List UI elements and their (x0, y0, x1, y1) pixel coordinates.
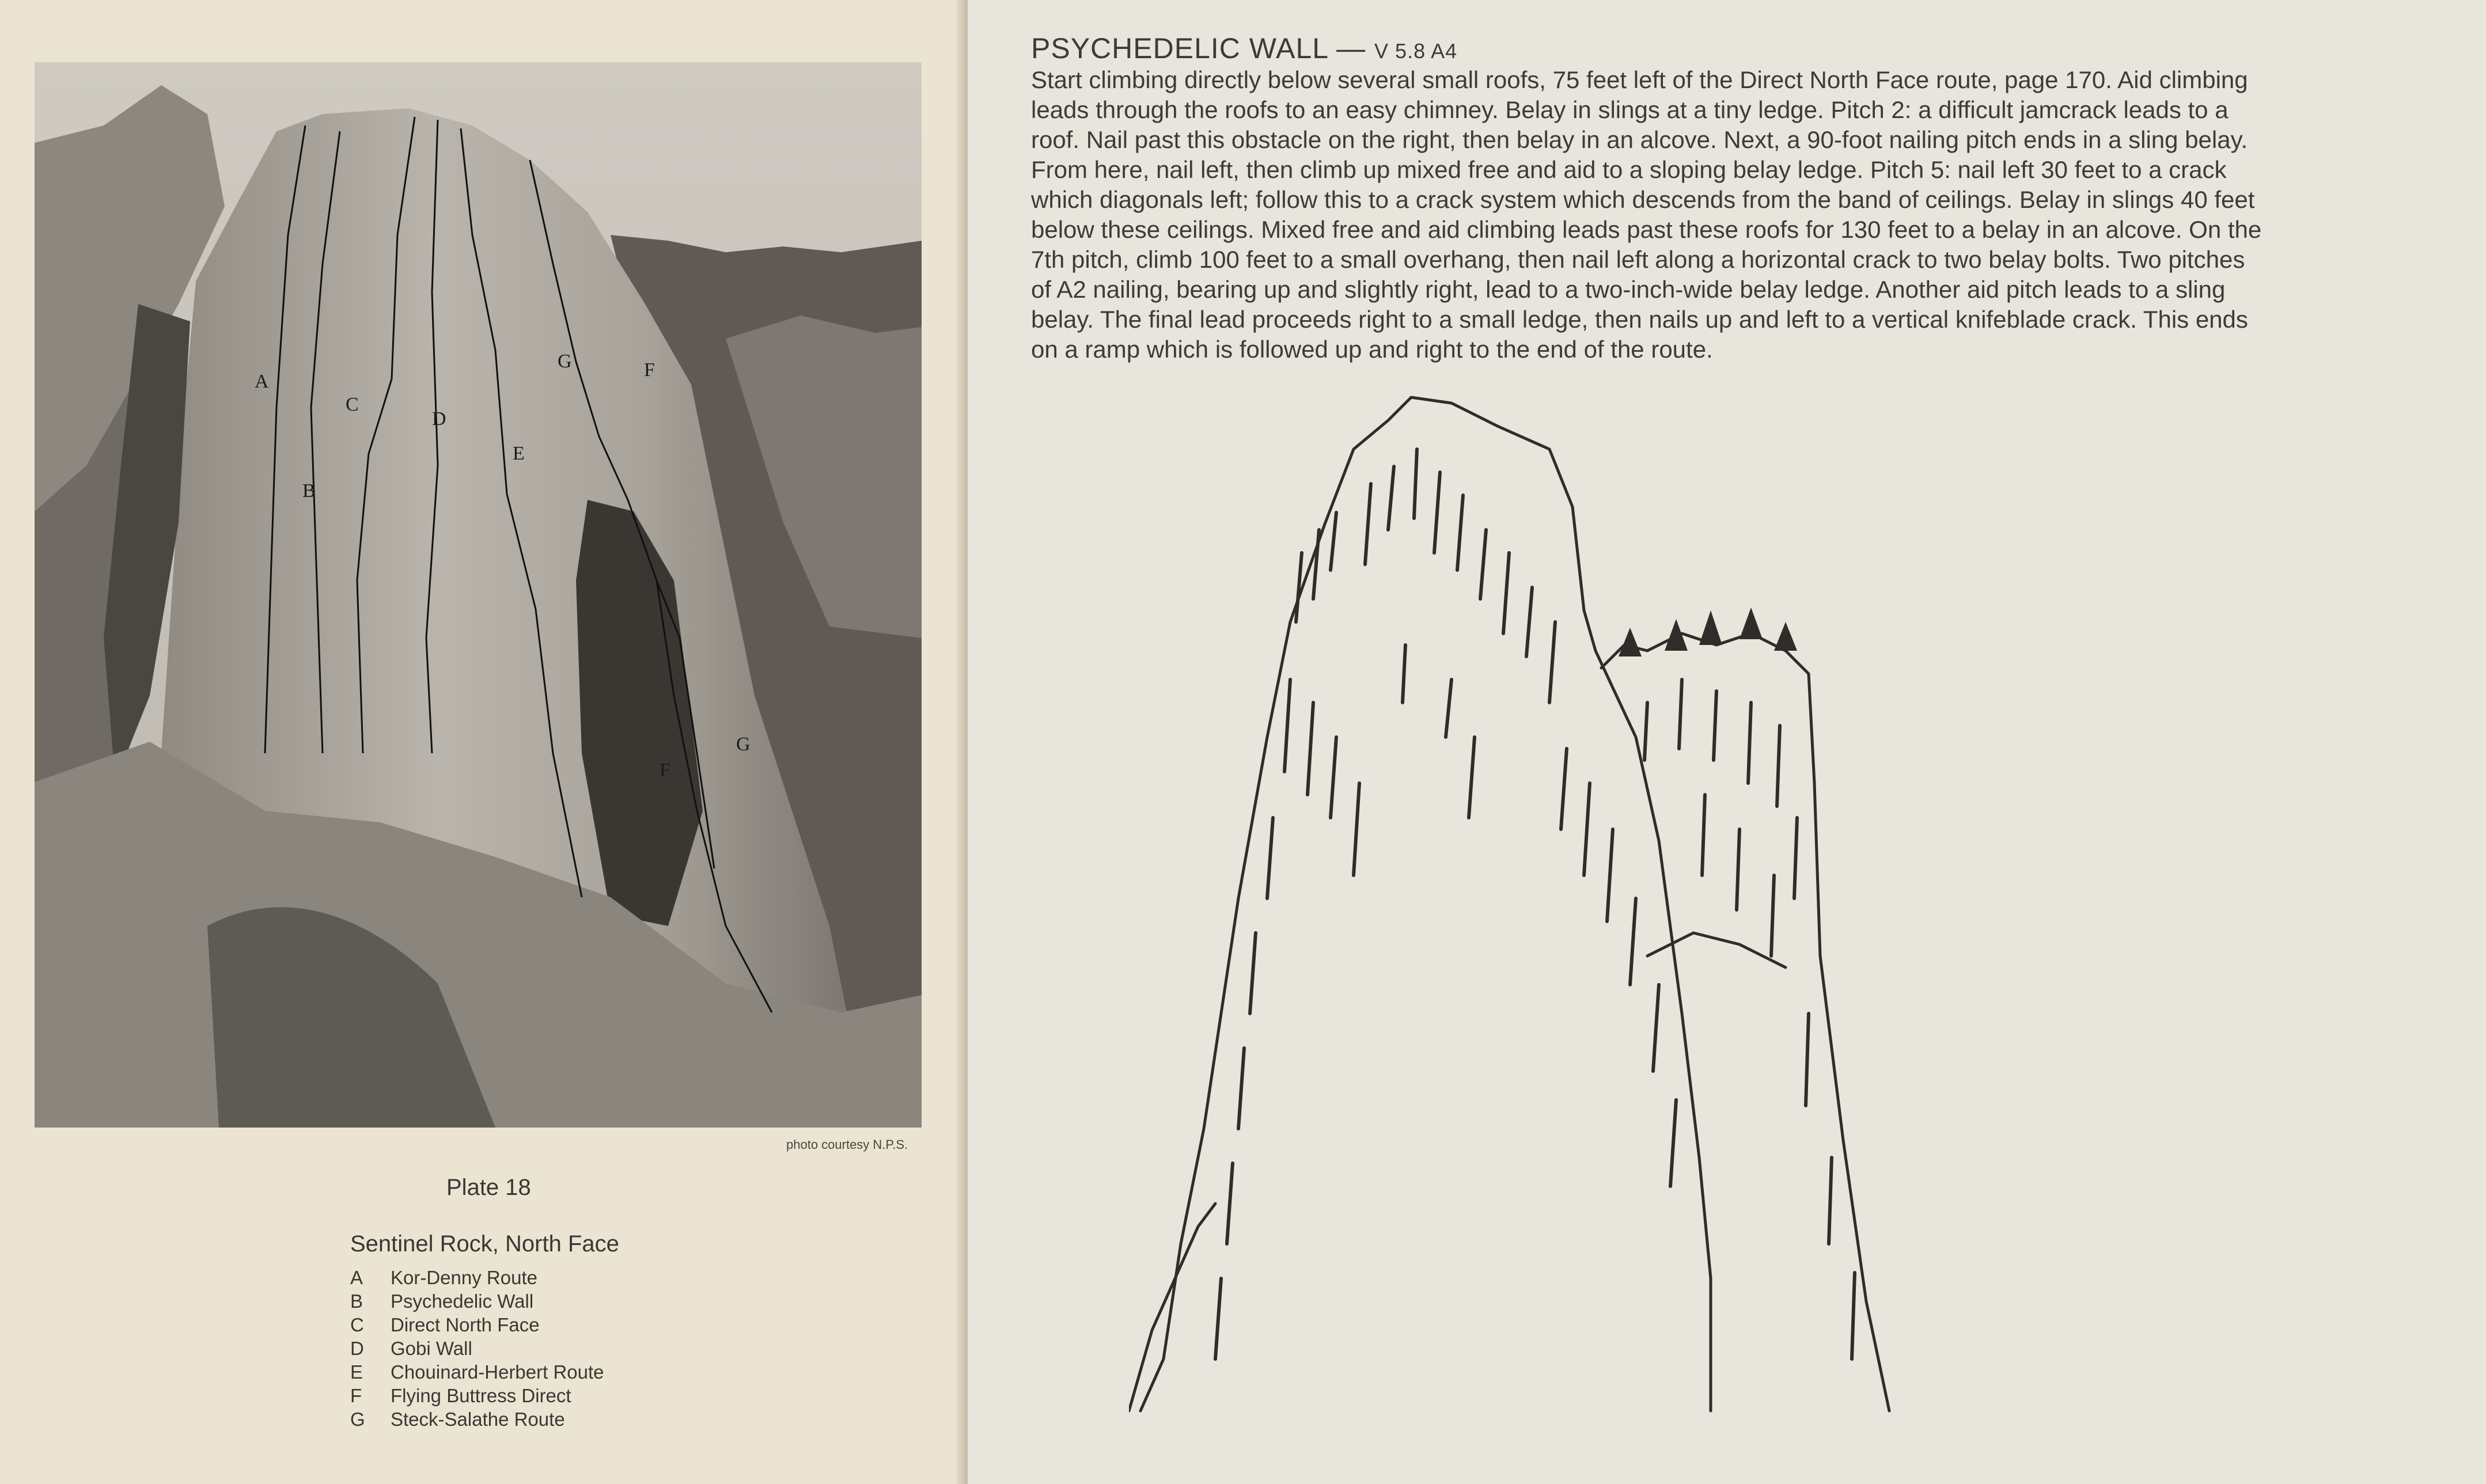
legend-route-name: Steck-Salathe Route (391, 1409, 565, 1430)
legend-letter: G (350, 1409, 365, 1430)
photo-label-d: D (432, 408, 446, 430)
legend-route-name: Direct North Face (391, 1314, 540, 1335)
description-line: below these ceilings. Mixed free and aid climbing leads past these roofs for 130 feet to a belay in an alcove. On the (1031, 216, 2262, 243)
photo-label-a: A (255, 371, 269, 392)
legend-letter: C (350, 1314, 364, 1335)
photo-label-f-upper: F (644, 359, 655, 381)
sketch-hatching (1215, 449, 1855, 1359)
photo-label-g-lower: G (736, 734, 751, 755)
plate-title: Sentinel Rock, North Face (350, 1231, 619, 1257)
legend-item (350, 1407, 604, 1431)
photo-label-f-lower: F (660, 760, 670, 781)
description-line: which diagonals left; follow this to a crack system which descends from the band of ceilings. Belay in slings 40 feet (1031, 186, 2255, 213)
route-legend (350, 1266, 604, 1431)
legend-item (350, 1360, 604, 1384)
route-grade: V 5.8 A4 (1374, 39, 1458, 63)
plate-number: Plate 18 (446, 1175, 531, 1200)
legend-route-name: Kor-Denny Route (391, 1267, 537, 1288)
photo-drawing (35, 62, 922, 1128)
photo-label-e: E (513, 443, 525, 464)
sentinel-rock-sketch (1129, 380, 2223, 1445)
sentinel-rock-photo (35, 62, 922, 1128)
route-description (1031, 65, 2425, 365)
description-line: leads through the roofs to an easy chimney. Belay in slings at a tiny ledge. Pitch 2: a difficult jamcrack leads to a (1031, 96, 2229, 123)
route-title: PSYCHEDELIC WALL — (1031, 32, 1366, 64)
photo-label-b: B (302, 480, 316, 502)
legend-route-name: Flying Buttress Direct (391, 1385, 571, 1406)
legend-letter: E (350, 1361, 363, 1383)
legend-letter: D (350, 1338, 364, 1359)
description-line: Start climbing directly below several small roofs, 75 feet left of the Direct North Face route, page 170. Aid climbing (1031, 66, 2248, 93)
description-line: From here, nail left, then climb up mixed free and aid to a sloping belay ledge. Pitch 5: nail left 30 feet to a crack (1031, 156, 2227, 183)
description-line: belay. The final lead proceeds right to a small ledge, then nails up and left to a vertical knifeblade crack. This ends (1031, 306, 2248, 333)
route-heading (1031, 32, 1457, 65)
legend-route-name: Psychedelic Wall (391, 1291, 534, 1312)
description-line: of A2 nailing, bearing up and slightly right, lead to a two-inch-wide belay ledge. Another aid pitch leads to a sling (1031, 276, 2226, 303)
legend-letter: B (350, 1291, 363, 1312)
description-line: 7th pitch, climb 100 feet to a small overhang, then nail left along a horizontal crack to two belay bolts. Two pitches (1031, 246, 2245, 273)
legend-item (350, 1266, 604, 1289)
legend-route-name: Gobi Wall (391, 1338, 472, 1359)
legend-item (350, 1289, 604, 1313)
photo-label-c: C (346, 394, 359, 415)
photo-credit: photo courtesy N.P.S. (786, 1137, 908, 1152)
legend-item (350, 1313, 604, 1337)
photo-label-g-upper: G (558, 351, 572, 372)
description-line: on a ramp which is followed up and right to the end of the route. (1031, 336, 1713, 363)
legend-letter: F (350, 1385, 362, 1406)
legend-route-name: Chouinard-Herbert Route (391, 1361, 604, 1383)
legend-item (350, 1384, 604, 1407)
description-line: roof. Nail past this obstacle on the right, then belay in an alcove. Next, a 90-foot nailing pitch ends in a sling belay. (1031, 126, 2248, 153)
legend-item (350, 1337, 604, 1360)
left-page (0, 0, 968, 1484)
legend-letter: A (350, 1267, 363, 1288)
